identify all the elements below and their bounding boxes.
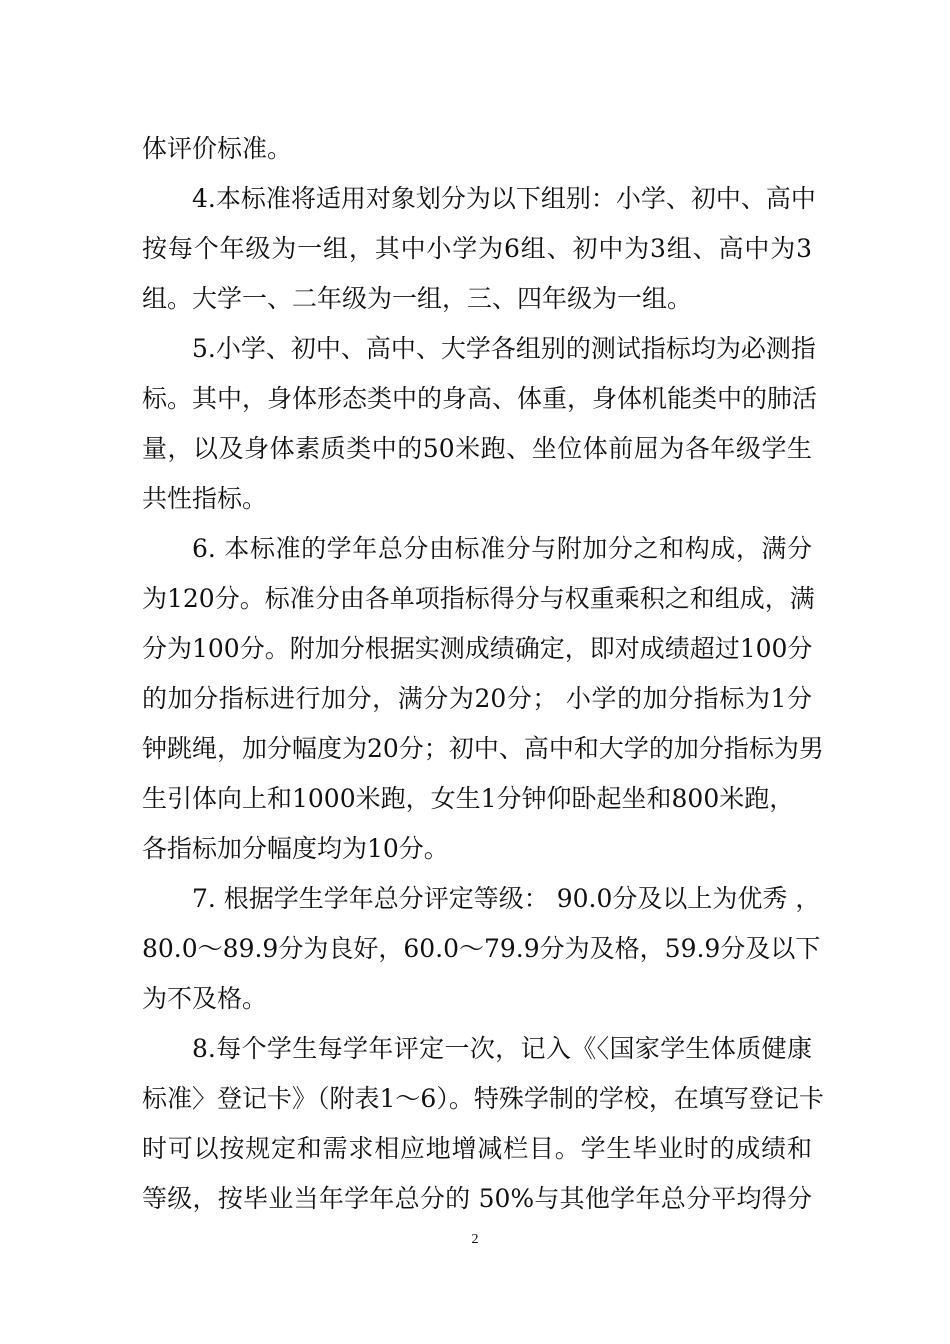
text-line: 6. 本标准的学年总分由标准分与附加分之和构成，满分: [192, 534, 812, 563]
text-line: 8.每个学生每学年评定一次，记入《〈国家学生体质健康: [192, 1034, 812, 1063]
text-line: 各指标加分幅度均为10分。: [142, 834, 449, 863]
text-line: 为不及格。: [142, 984, 268, 1013]
page-number: 2: [471, 1232, 479, 1247]
text-line: 标准〉登记卡》（附表1～6）。特殊学制的学校，在填写登记卡: [142, 1084, 824, 1113]
text-line: 按每个年级为一组，其中小学为6组、初中为3组、高中为3: [142, 234, 812, 263]
text-line: 80.0～89.9分为良好，60.0～79.9分为及格，59.9分及以下: [142, 934, 821, 963]
text-line: 量，以及身体素质类中的50米跑、坐位体前屈为各年级学生: [142, 434, 812, 463]
text-line: 5.小学、初中、高中、大学各组别的测试指标均为必测指: [192, 334, 816, 363]
text-line: 共性指标。: [142, 484, 268, 513]
text-line: 时可以按规定和需求相应地增减栏目。学生毕业时的成绩和: [142, 1134, 812, 1163]
text-line: 体评价标准。: [142, 134, 293, 163]
text-line: 钟跳绳，加分幅度为20分；初中、高中和大学的加分指标为男: [142, 734, 824, 763]
text-line: 生引体向上和1000米跑，女生1分钟仰卧起坐和800米跑，: [142, 784, 795, 813]
text-line: 组。大学一、二年级为一组，三、四年级为一组。: [142, 284, 693, 313]
text-line: 等级，按毕业当年学年总分的 50%与其他学年总分平均得分: [142, 1184, 812, 1213]
text-line: 为120分。标准分由各单项指标得分与权重乘积之和组成，满: [142, 584, 815, 613]
text-line: 分为100分。附加分根据实测成绩确定，即对成绩超过100分: [142, 634, 813, 663]
text-line: 标。其中，身体形态类中的身高、体重，身体机能类中的肺活: [142, 384, 818, 413]
text-line: 的加分指标进行加分，满分为20分； 小学的加分指标为1分: [142, 684, 812, 713]
text-line: 7. 根据学生学年总分评定等级： 90.0分及以上为优秀 ，: [192, 884, 821, 913]
text-line: 4.本标准将适用对象划分为以下组别：小学、初中、高中: [192, 184, 816, 213]
